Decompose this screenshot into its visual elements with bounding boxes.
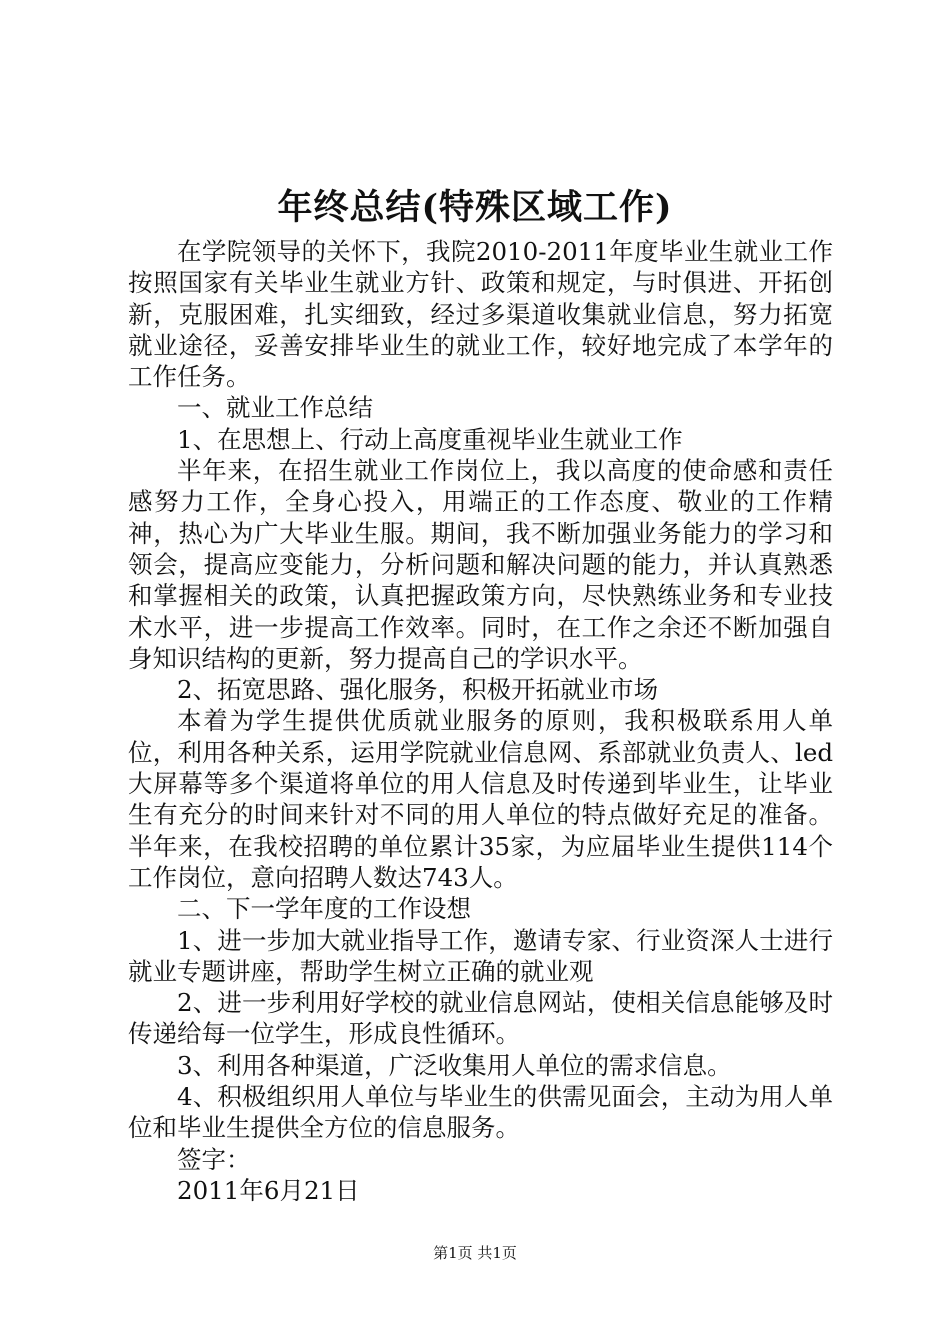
document-title: 年终总结(特殊区域工作) xyxy=(277,187,673,228)
plan-item-4: 4、积极组织用人单位与毕业生的供需见面会，主动为用人单位和毕业生提供全方位的信息服务。 xyxy=(128,1082,833,1143)
document-body xyxy=(128,236,833,1206)
signature-label: 签字： xyxy=(177,1144,251,1174)
intro-paragraph: 在学院领导的关怀下，我院2010-2011年度毕业生就业工作按照国家有关毕业生就业方针、政策和规定，与时俱进、开拓创新，克服困难，扎实细致，经过多渠道收集就业信息，努力拓宽就业途径，妥善安排毕业生的就业工作，较好地完成了本学年的工作任务。 xyxy=(128,237,833,392)
subheading-1: 1、在思想上、行动上高度重视毕业生就业工作 xyxy=(177,424,683,454)
section-heading-summary: 一、就业工作总结 xyxy=(177,393,373,423)
plan-item-3: 3、利用各种渠道，广泛收集用人单位的需求信息。 xyxy=(177,1050,732,1080)
subheading-2: 2、拓宽思路、强化服务，积极开拓就业市场 xyxy=(177,675,659,705)
paragraph-market-expansion: 本着为学生提供优质就业服务的原则，我积极联系用人单位，利用各种关系，运用学院就业信息网、系部就业负责人、led大屏幕等多个渠道将单位的用人信息及时传递到毕业生，让毕业生有充分的时间来针对不同的用人单位的特点做好充足的准备。半年来，在我校招聘的单位累计35家，为应届毕业生提供114个工作岗位，意向招聘人数达743人。 xyxy=(128,706,833,892)
section-heading-plan: 二、下一学年度的工作设想 xyxy=(177,894,471,924)
document-date: 2011年6月21日 xyxy=(177,1175,360,1205)
page-footer: 第1页 共1页 xyxy=(433,1244,517,1262)
plan-item-1: 1、进一步加大就业指导工作，邀请专家、行业资深人士进行就业专题讲座，帮助学生树立正确的就业观 xyxy=(128,925,833,986)
plan-item-2: 2、进一步利用好学校的就业信息网站，使相关信息能够及时传递给每一位学生，形成良性循环。 xyxy=(128,988,833,1049)
paragraph-work-attitude: 半年来，在招生就业工作岗位上，我以高度的使命感和责任感努力工作，全身心投入，用端正的工作态度、敬业的工作精神，热心为广大毕业生服。期间，我不断加强业务能力的学习和领会，提高应变能力，分析问题和解决问题的能力，并认真熟悉和掌握相关的政策，认真把握政策方向，尽快熟练业务和专业技术水平，进一步提高工作效率。同时，在工作之余还不断加强自身知识结构的更新，努力提高自己的学识水平。 xyxy=(128,456,833,673)
